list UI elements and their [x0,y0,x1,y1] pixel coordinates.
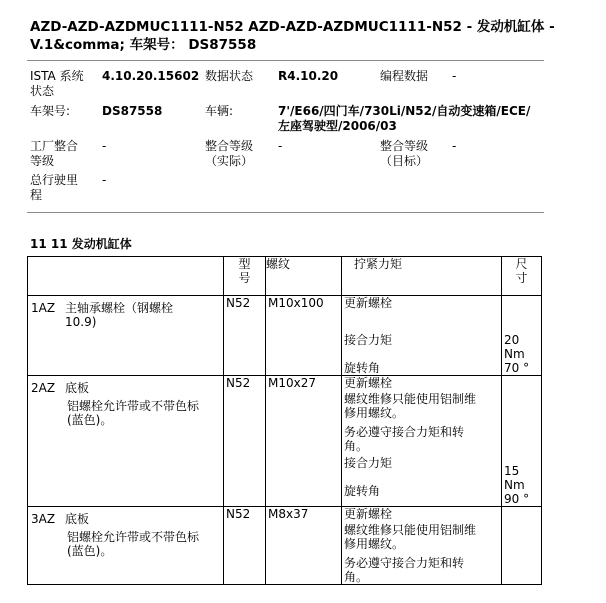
row-2-description: 2AZ 底板 铝螺栓允许带或不带色标 (蓝色)。 [28,376,224,507]
target-level-label: 整合等级 （目标） [380,139,429,168]
row-3-model: N52 [224,507,266,585]
header-model: 型 号 [224,257,266,296]
target-level-value: - [452,139,457,153]
header-torque: 拧紧力矩 [342,257,502,296]
table-row [28,296,542,376]
vehicle-label: 车辆: [205,104,234,118]
row-1-description: 1AZ 主轴承螺栓（钢螺栓 10.9) [28,296,224,376]
section-title: 11 11 发动机缸体 [30,237,132,251]
actual-level-value: - [278,139,283,153]
header-divider-bottom [27,212,544,213]
table-row [28,376,542,507]
programming-label: 编程数据 [380,69,429,83]
row-1-thread: M10x100 [266,296,342,376]
header-position [28,257,224,296]
factory-level-value: - [102,139,107,153]
title-line-2: V.1&comma; 车架号： DS87558 [30,37,257,53]
row-2-thread: M10x27 [266,376,342,507]
actual-level-label: 整合等级 （实际） [205,139,254,168]
title-line-1: AZD-AZD-AZDMUC1111-N52 AZD-AZD-AZDMUC1111-N52 - 发动机缸体 - [30,19,555,35]
vehicle-value: 7'/E66/四门车/730Li/N52/自动变速箱/ECE/ 左座驾驶型/2006/03 [278,104,531,133]
row-3-values [502,507,542,585]
header-size: 尺 寸 [502,257,542,296]
table-header-row [28,257,542,296]
row-1-steps: 更新螺栓 接合力矩 旋转角 [342,296,502,376]
mileage-label: 总行驶里 程 [30,173,79,202]
row-3-description: 3AZ 底板 铝螺栓允许带或不带色标 (蓝色)。 [28,507,224,585]
row-2-position: 2AZ [31,381,56,395]
ista-value: 4.10.20.15602 [102,69,200,83]
row-3-position: 3AZ [31,512,56,526]
header-divider-top [27,60,544,61]
row-1-values: 20 Nm 70 ° [502,296,542,376]
data-status-label: 数据状态 [205,69,254,83]
mileage-value: - [102,173,107,187]
table-row [28,507,542,585]
row-2-model: N52 [224,376,266,507]
document-title [30,18,590,54]
vin-label: 车架号: [30,104,71,118]
row-1-position: 1AZ [31,301,56,315]
ista-label: ISTA 系统 状态 [30,69,84,98]
row-3-steps: 更新螺栓 螺纹维修只能使用铝制维 修用螺纹。 务必遵守接合力矩和转 角。 [342,507,502,585]
row-2-values: 15 Nm 90 ° [502,376,542,507]
torque-spec-table [27,256,542,585]
programming-value: - [452,69,457,83]
data-status-value: R4.10.20 [278,69,339,83]
row-2-steps: 更新螺栓 螺纹维修只能使用铝制维 修用螺纹。 务必遵守接合力矩和转 角。 接合力矩 旋转角 [342,376,502,507]
factory-level-label: 工厂整合 等级 [30,139,79,168]
header-thread: 螺纹 [266,257,342,296]
row-3-thread: M8x37 [266,507,342,585]
vin-value: DS87558 [102,104,163,118]
row-1-model: N52 [224,296,266,376]
